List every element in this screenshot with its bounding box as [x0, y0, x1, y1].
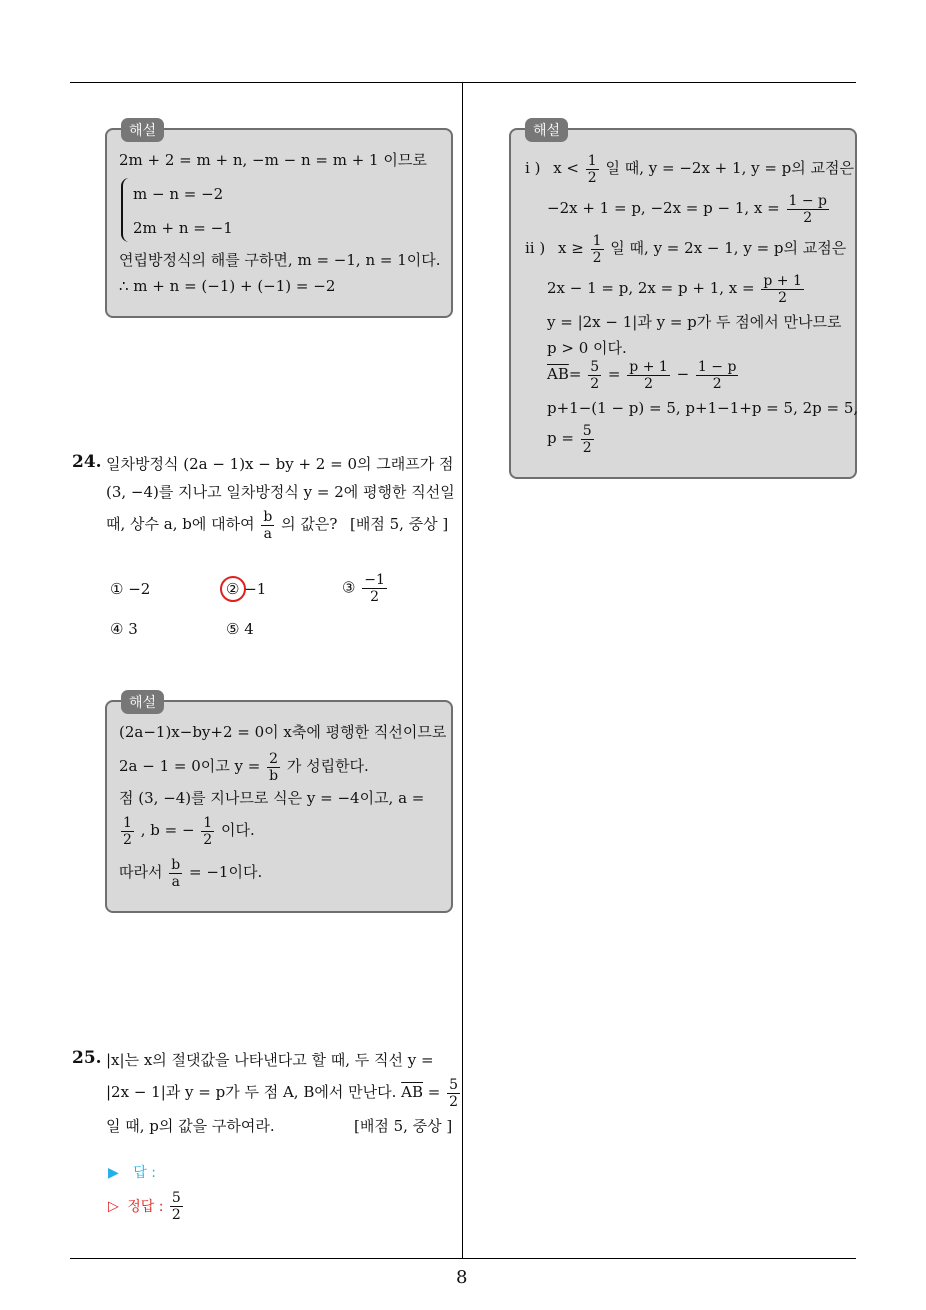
sol25-line7: $\overline{AB}=$ $\frac{5}{2}$ = $\frac{p + 1}{2}$ − $\frac{1 - p}{2}$: [547, 358, 737, 392]
q24-line3-start: 때, 상수 a, b에 대하여: [106, 515, 255, 533]
sol24-fraction-2-b: $\frac{2}{b}$: [269, 750, 279, 784]
sol25-fraction-1mp-b: $\frac{1 - p}{2}$: [697, 358, 737, 392]
q24-option-3[interactable]: ③ $\frac{-1}{2}$: [342, 572, 385, 605]
solution-box-25: [509, 123, 859, 479]
sol23-system-eq1: m − n = −2: [133, 185, 224, 203]
q24-option-5[interactable]: ⑤ 4: [226, 620, 254, 638]
q24-option3-fraction: $\frac{-1}{2}$: [364, 572, 385, 605]
sol24-fraction-b: $\frac{1}{2}$: [203, 814, 213, 848]
correct-answer-fraction: $\frac{5}{2}$: [171, 1190, 181, 1223]
q24-fraction: $\frac{b}{a}$: [263, 508, 273, 542]
sol25-line8: p+1−(1 − p) = 5, p+1−1+p = 5, 2p = 5,: [547, 399, 859, 417]
segment-ab: $\overline{AB}$: [547, 365, 569, 383]
solution-box-24: [105, 695, 453, 913]
sol25-case-ii: ii ) x ≥ $\frac{1}{2}$ 일 때, y = 2x − 1, y = p의 교점은: [525, 232, 847, 266]
sol25-case-i-solve: −2x + 1 = p, −2x = p − 1, x = $\frac{1 - p}{2}$: [547, 192, 828, 226]
sol25-fraction-half: $\frac{1}{2}$: [587, 152, 597, 186]
explain-tag: 해설: [121, 118, 164, 142]
q24-option-4[interactable]: ④ 3: [110, 620, 138, 638]
system-brace: [121, 178, 131, 242]
sol25-fraction-1mp: $\frac{1 - p}{2}$: [788, 192, 828, 226]
sol25-fraction-pp1-b: $\frac{p + 1}{2}$: [629, 358, 668, 392]
sol25-line6: p > 0 이다.: [547, 339, 627, 357]
sol25-line5: y = |2x − 1|과 y = p가 두 점에서 만나므로: [547, 313, 842, 331]
q25-fraction: $\frac{5}{2}$: [449, 1076, 459, 1110]
sol24-line4: $\frac{1}{2}$ , b = − $\frac{1}{2}$ 이다.: [123, 814, 255, 848]
sol25-fraction-half-2: $\frac{1}{2}$: [592, 232, 602, 266]
sol25-fraction-final: $\frac{5}{2}$: [582, 422, 592, 456]
sol23-line1: 2m + 2 = m + n, −m − n = m + 1 이므로: [119, 151, 427, 169]
top-rule: [70, 82, 856, 83]
q25-score: [배점 5, 중상 ]: [354, 1117, 453, 1135]
q25-line3: 일 때, p의 값을 구하여라.: [106, 1117, 275, 1135]
answer-row: [108, 1162, 156, 1182]
correct-arrow-icon: ▷: [108, 1198, 119, 1215]
sol24-line2: 2a − 1 = 0이고 y = $\frac{2}{b}$ 가 성립한다.: [119, 750, 369, 784]
answer-label: 답 :: [133, 1165, 156, 1181]
segment-ab: $\overline{AB}$: [401, 1083, 423, 1101]
sol23-system-eq2: 2m + n = −1: [133, 219, 233, 237]
column-divider: [462, 82, 463, 1259]
sol25-case-i: i ) x < $\frac{1}{2}$ 일 때, y = −2x + 1, y = p의 교점은: [525, 152, 855, 186]
correct-answer-row: [108, 1190, 185, 1223]
sol25-fraction-pp1: $\frac{p + 1}{2}$: [763, 272, 802, 306]
sol25-case-ii-solve: 2x − 1 = p, 2x = p + 1, x = $\frac{p + 1}{2}$: [547, 272, 802, 306]
sol24-fraction-a: $\frac{1}{2}$: [123, 814, 132, 848]
solution-box-23: [105, 123, 453, 318]
q25-line1: |x|는 x의 절댓값을 나타낸다고 할 때, 두 직선 y =: [106, 1051, 434, 1069]
sol24-line1: (2a−1)x−by+2 = 0이 x축에 평행한 직선이므로: [119, 723, 447, 741]
sol24-line3: 점 (3, −4)를 지나므로 식은 y = −4이고, a =: [119, 789, 425, 807]
question-24-number: 24.: [72, 452, 102, 472]
sol23-line4: ∴ m + n = (−1) + (−1) = −2: [119, 277, 336, 295]
explain-tag: 해설: [525, 118, 568, 142]
q24-option-1[interactable]: ① −2: [110, 580, 151, 598]
bottom-rule: [70, 1258, 856, 1259]
answer-arrow-icon: ▶: [108, 1165, 119, 1181]
sol23-line3: 연립방정식의 해를 구하면, m = −1, n = 1이다.: [119, 251, 441, 269]
sol25-fraction-5-2: $\frac{5}{2}$: [590, 358, 600, 392]
q24-line3: [106, 506, 337, 542]
explain-tag: 해설: [121, 690, 164, 714]
q25-line2: |2x − 1|과 y = p가 두 점 A, B에서 만난다. $\overline{AB}$ = $\frac{5}{2}$: [106, 1076, 459, 1110]
correct-label: 정답 :: [127, 1198, 164, 1215]
q24-line1: 일차방정식 (2a − 1)x − by + 2 = 0의 그래프가 점: [106, 455, 454, 473]
sol24-line5: 따라서 $\frac{b}{a}$ = −1이다.: [119, 856, 263, 890]
q24-line3-end: 의 값은?: [281, 515, 338, 533]
q24-line2: (3, −4)를 지나고 일차방정식 y = 2에 평행한 직선일: [106, 483, 455, 501]
sol25-line9: p = $\frac{5}{2}$: [547, 422, 592, 456]
page-number: 8: [456, 1267, 468, 1288]
sol24-fraction-b-over-a: $\frac{b}{a}$: [171, 856, 181, 890]
q24-score: [배점 5, 중상 ]: [350, 515, 449, 533]
question-25-number: 25.: [72, 1048, 102, 1068]
q24-option-2[interactable]: ② −1: [226, 580, 267, 598]
